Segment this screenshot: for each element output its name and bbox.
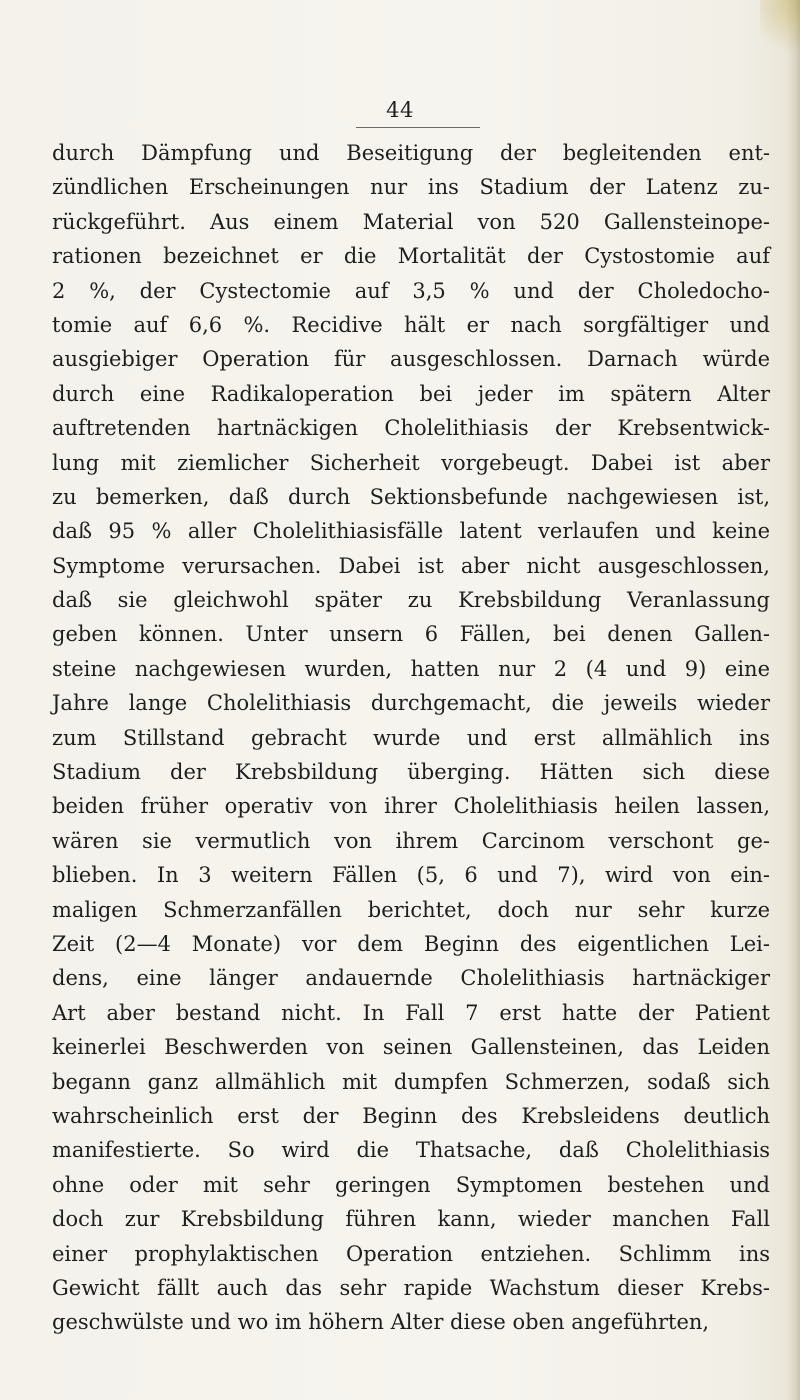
text-line: blieben. In 3 weitern Fällen (5, 6 und 7), wird von ein- — [52, 863, 770, 888]
text-line: tomie auf 6,6 %. Recidive hält er nach sorgfältiger und — [52, 312, 770, 337]
text-line: auftretenden hartnäckigen Cholelithiasis der Krebsentwick- — [52, 416, 770, 441]
text-line: Zeit (2—4 Monate) vor dem Beginn des eigentlichen Lei- — [52, 931, 770, 956]
text-line: wären sie vermutlich von ihrem Carcinom verschont ge- — [52, 828, 770, 853]
page-number: 44 — [386, 98, 414, 122]
text-line: manifestierte. So wird die Thatsache, daß Cholelithiasis — [52, 1138, 770, 1163]
text-line: zu bemerken, daß durch Sektionsbefunde nachgewiesen ist, — [52, 484, 770, 509]
text-line: rückgeführt. Aus einem Material von 520 Gallensteinope- — [52, 209, 770, 234]
text-line: maligen Schmerzanfällen berichtet, doch nur sehr kurze — [52, 897, 770, 922]
text-line: einer prophylaktischen Operation entziehen. Schlimm ins — [52, 1241, 770, 1266]
text-line: lung mit ziemlicher Sicherheit vorgebeugt. Dabei ist aber — [52, 450, 770, 475]
text-line: doch zur Krebsbildung führen kann, wieder manchen Fall — [52, 1207, 770, 1232]
text-line: Gewicht fällt auch das sehr rapide Wachstum dieser Krebs- — [52, 1275, 770, 1300]
header-rule — [356, 127, 480, 128]
text-line: beiden früher operativ von ihrer Cholelithiasis heilen lassen, — [52, 794, 770, 819]
page-edge-shadow — [786, 0, 800, 1400]
text-line: begann ganz allmählich mit dumpfen Schmerzen, sodaß sich — [52, 1069, 770, 1094]
text-line: dens, eine länger andauernde Cholelithiasis hartnäckiger — [52, 966, 770, 991]
text-line: zum Stillstand gebracht wurde und erst allmählich ins — [52, 725, 770, 750]
text-line: steine nachgewiesen wurden, hatten nur 2 (4 und 9) eine — [52, 656, 770, 681]
text-line: ausgiebiger Operation für ausgeschlossen. Darnach würde — [52, 347, 770, 372]
text-line: Jahre lange Cholelithiasis durchgemacht, die jeweils wieder — [52, 691, 770, 716]
text-line: geschwülste und wo im höhern Alter diese oben angeführten, — [52, 1310, 710, 1335]
text-line: 2 %, der Cystectomie auf 3,5 % und der Choledocho- — [52, 278, 770, 303]
text-line: durch eine Radikaloperation bei jeder im spätern Alter — [52, 381, 770, 406]
text-line: Art aber bestand nicht. In Fall 7 erst hatte der Patient — [52, 1000, 770, 1025]
text-line: ohne oder mit sehr geringen Symptomen bestehen und — [52, 1172, 770, 1197]
text-line: durch Dämpfung und Beseitigung der begleitenden ent- — [52, 141, 770, 165]
body-text — [52, 136, 770, 1340]
text-line: wahrscheinlich erst der Beginn des Krebsleidens deutlich — [52, 1103, 770, 1128]
text-line: daß sie gleichwohl später zu Krebsbildung Veranlassung — [52, 588, 770, 613]
text-line: daß 95 % aller Cholelithiasisfälle latent verlaufen und keine — [52, 519, 770, 544]
text-line: keinerlei Beschwerden von seinen Gallensteinen, das Leiden — [52, 1035, 770, 1060]
text-line: rationen bezeichnet er die Mortalität der Cystostomie auf — [52, 244, 770, 269]
text-line: Stadium der Krebsbildung überging. Hätten sich diese — [52, 760, 770, 785]
text-line: zündlichen Erscheinungen nur ins Stadium der Latenz zu- — [52, 175, 770, 200]
text-line: geben können. Unter unsern 6 Fällen, bei denen Gallen- — [52, 622, 770, 647]
text-line: Symptome verursachen. Dabei ist aber nicht ausgeschlossen, — [52, 553, 770, 578]
